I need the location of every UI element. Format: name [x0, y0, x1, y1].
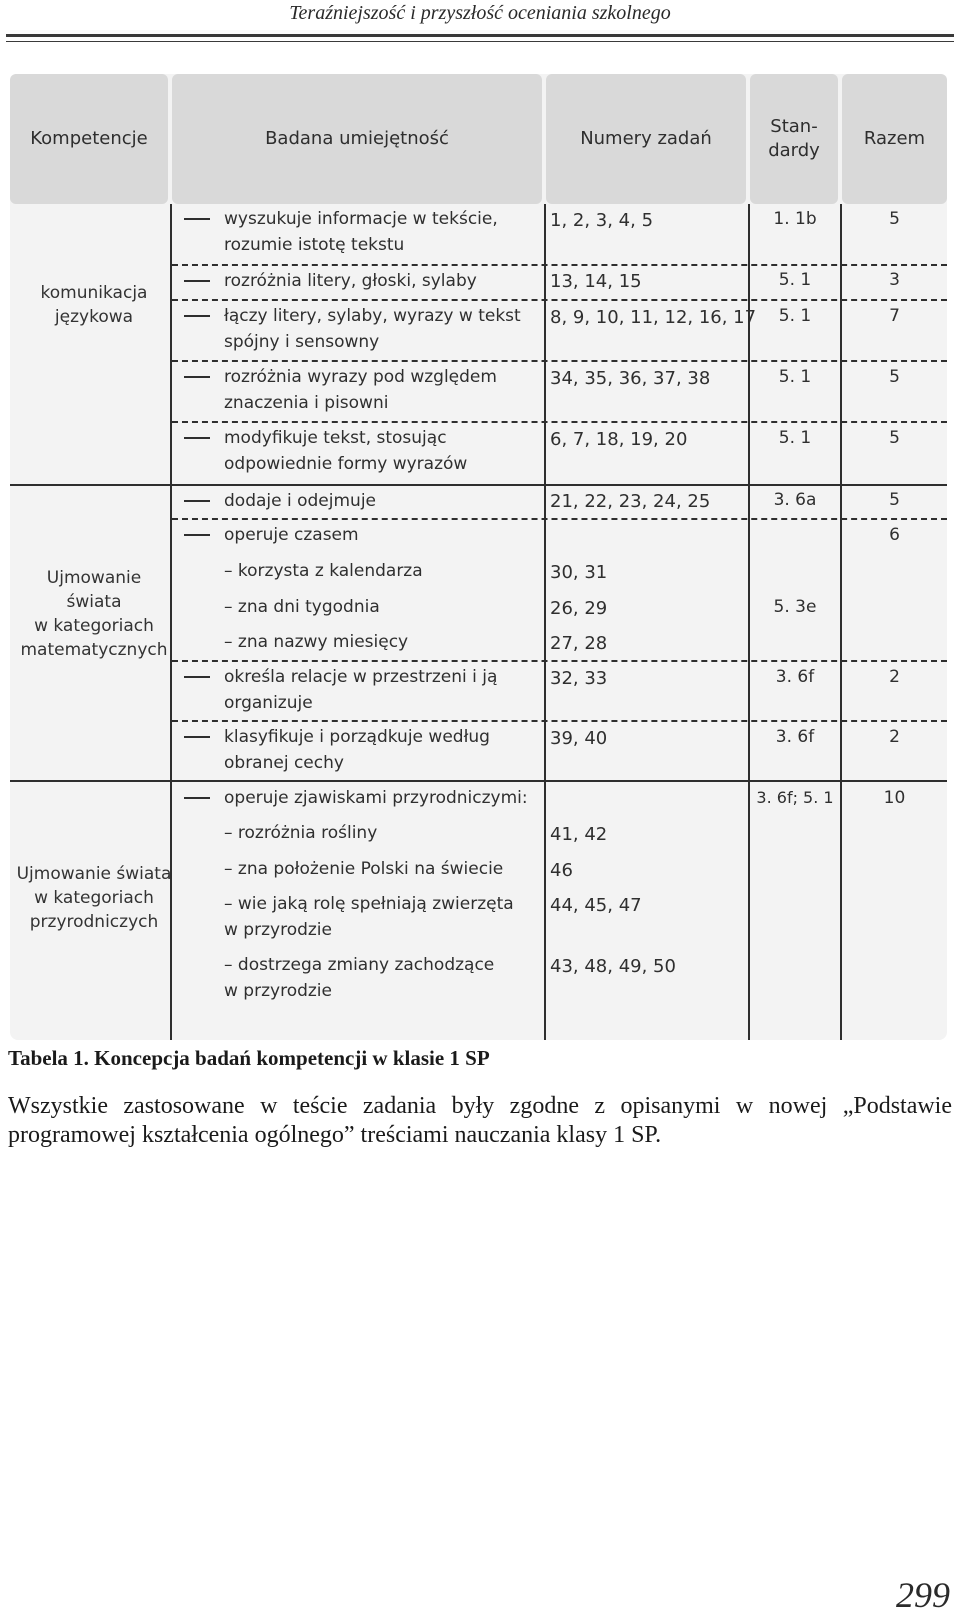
row-dash — [184, 500, 210, 502]
skill-cell: – korzysta z kalendarza — [224, 561, 423, 581]
table-caption: Tabela 1. Koncepcja badań kompetencji w klasie 1 SP — [8, 1046, 490, 1070]
tasks-cell: 21, 22, 23, 24, 25 — [550, 491, 711, 512]
row-separator — [172, 518, 947, 520]
tasks-cell: 39, 40 — [550, 728, 608, 749]
header-rule — [6, 34, 954, 37]
tasks-cell: 8, 9, 10, 11, 12, 16, 17 — [550, 307, 757, 328]
standard-cell: 3. 6f — [775, 727, 815, 747]
row-separator — [172, 421, 947, 423]
header-kompetencje: Kompetencje — [10, 74, 168, 204]
row-dash — [184, 437, 210, 439]
row-separator — [172, 720, 947, 722]
total-cell: 3 — [889, 270, 900, 290]
tasks-cell: 1, 2, 3, 4, 5 — [550, 210, 654, 231]
total-cell: 6 — [889, 525, 900, 545]
competency-table — [10, 74, 947, 1040]
tasks-cell: 43, 48, 49, 50 — [550, 956, 676, 977]
row-dash — [184, 736, 210, 738]
total-cell: 7 — [889, 306, 900, 326]
skill-cell: operuje czasem — [224, 525, 359, 545]
row-dash — [184, 797, 210, 799]
tasks-cell: 41, 42 — [550, 824, 608, 845]
row-separator — [172, 264, 947, 266]
header-razem: Razem — [842, 74, 947, 204]
competency-komunikacja: komunikacja językowa — [40, 283, 148, 327]
row-separator — [172, 360, 947, 362]
header-rule-thin — [6, 41, 954, 42]
tasks-cell: 44, 45, 47 — [550, 895, 642, 916]
standard-cell: 3. 6f — [775, 667, 815, 687]
competency-przyrodnicze: Ujmowanie świata w kategoriach przyrodniczych — [16, 864, 172, 932]
row-dash — [184, 218, 210, 220]
standard-cell: 5. 1 — [778, 306, 812, 326]
body-paragraph: Wszystkie zastosowane w teście zadania były zgodne z opisanymi w nowej „Podstawie programowej kształcenia ogólnego” treściami nauczania klasy 1 SP. — [8, 1093, 952, 1148]
header-numery: Numery zadań — [546, 74, 746, 204]
page-number: 299 — [896, 1575, 950, 1615]
running-head: Teraźniejszość i przyszłość oceniania szkolnego — [289, 2, 671, 24]
total-cell: 2 — [889, 727, 900, 747]
skill-cell: określa relacje w przestrzeni i ją organizuje — [224, 667, 498, 713]
skill-cell: – rozróżnia rośliny — [224, 823, 378, 843]
standard-cell: 5. 1 — [778, 367, 812, 387]
standard-cell: 5. 1 — [778, 270, 812, 290]
skill-cell: – zna położenie Polski na świecie — [224, 859, 504, 879]
tasks-cell: 13, 14, 15 — [550, 271, 642, 292]
skill-cell: – zna nazwy miesięcy — [224, 632, 409, 652]
tasks-cell: 46 — [550, 860, 573, 881]
group-separator — [10, 780, 947, 782]
col-divider — [544, 204, 546, 1040]
total-cell: 10 — [883, 788, 906, 808]
tasks-cell: 27, 28 — [550, 633, 608, 654]
competency-matematyczne: Ujmowanie świata w kategoriach matematycznych — [20, 568, 168, 660]
skill-cell: modyfikuje tekst, stosując odpowiednie formy wyrazów — [224, 428, 468, 474]
row-dash — [184, 280, 210, 282]
group-separator — [10, 484, 172, 486]
standard-cell: 3. 6f; 5. 1 — [756, 788, 834, 807]
header-umiejetnosc: Badana umiejętność — [172, 74, 542, 204]
tasks-cell: 34, 35, 36, 37, 38 — [550, 368, 711, 389]
total-cell: 5 — [889, 428, 900, 448]
skill-cell: – zna dni tygodnia — [224, 597, 380, 617]
skill-cell: klasyfikuje i porządkuje według obranej cechy — [224, 727, 490, 773]
row-separator — [172, 660, 947, 662]
standard-cell: 5. 3e — [773, 597, 817, 617]
row-separator — [172, 484, 947, 486]
skill-cell: – dostrzega zmiany zachodzące w przyrodzie — [224, 955, 495, 1001]
standard-cell: 1. 1b — [773, 209, 817, 229]
total-cell: 5 — [889, 490, 900, 510]
skill-cell: dodaje i odejmuje — [224, 491, 377, 511]
skill-cell: operuje zjawiskami przyrodniczymi: — [224, 788, 528, 808]
tasks-cell: 30, 31 — [550, 562, 608, 583]
skill-cell: wyszukuje informacje w tekście, rozumie istotę tekstu — [224, 209, 498, 255]
row-dash — [184, 315, 210, 317]
total-cell: 2 — [889, 667, 900, 687]
standard-cell: 3. 6a — [773, 490, 817, 510]
total-cell: 5 — [889, 367, 900, 387]
header-standardy: Stan- dardy — [750, 74, 838, 204]
row-dash — [184, 376, 210, 378]
tasks-cell: 32, 33 — [550, 668, 608, 689]
skill-cell: rozróżnia wyrazy pod względem znaczenia i pisowni — [224, 367, 497, 413]
row-separator — [172, 299, 947, 301]
row-dash — [184, 676, 210, 678]
skill-cell: – wie jaką rolę spełniają zwierzęta w przyrodzie — [224, 894, 514, 940]
row-dash — [184, 534, 210, 536]
tasks-cell: 26, 29 — [550, 598, 608, 619]
skill-cell: łączy litery, sylaby, wyrazy w tekst spójny i sensowny — [224, 306, 521, 352]
standard-cell: 5. 1 — [778, 428, 812, 448]
col-divider — [840, 204, 842, 1040]
tasks-cell: 6, 7, 18, 19, 20 — [550, 429, 688, 450]
skill-cell: rozróżnia litery, głoski, sylaby — [224, 271, 477, 291]
total-cell: 5 — [889, 209, 900, 229]
